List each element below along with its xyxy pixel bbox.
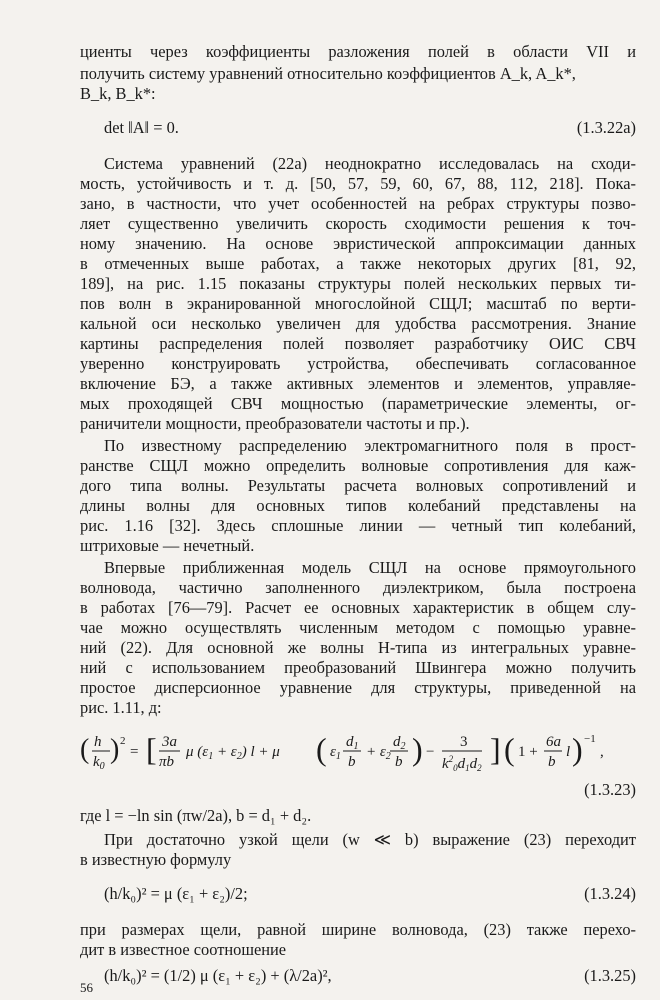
svg-text:b: b (548, 754, 556, 770)
text-line: мость, устойчивость и т. д. [50, 57, 59, 60, 67, 88, 112, 218]. Пока- (80, 174, 636, 193)
text-line: картины распределения полей позволяет разработчику ОИС СВЧ (80, 334, 636, 353)
text-line: По известному распределению электромагнитного поля в прост- (104, 436, 636, 455)
text-line: При достаточно узкой щели (w ≪ b) выражение (23) переходит (104, 830, 636, 849)
equation-23 (80, 728, 620, 776)
svg-text:2: 2 (120, 735, 126, 747)
text-line: Система уравнений (22а) неоднократно исследовалась на сходи- (104, 154, 636, 173)
equation-23-figure (80, 728, 620, 776)
svg-text:l: l (566, 744, 571, 760)
text-line: мых проходящей СВЧ мощностью (параметрические элементы, ог- (80, 394, 636, 413)
text-line: пов волн в экранированной многослойной СЩЛ; масштаб по верти- (80, 294, 636, 313)
text-line: при размерах щели, равной ширине волновода, (23) также перехо- (80, 920, 636, 939)
text-line: чае можно осуществлять численным методом с помощью уравне- (80, 618, 636, 637)
svg-text:,: , (600, 744, 604, 760)
svg-text:(: ( (316, 731, 327, 767)
svg-text:): ) (110, 734, 120, 765)
text-line: ранстве СЩЛ можно определить волновые сопротивления для каж- (80, 456, 636, 475)
text-line: раничители мощности, преобразователи частоты и пр.). (80, 414, 470, 433)
text-line: дит в известное соотношение (80, 940, 287, 959)
svg-text:k20d1d2: $k^2_0d_1d_2$ (442, 754, 482, 773)
svg-text:b: b (395, 754, 403, 770)
svg-text:μ (ε1 + ε2) l + μ: μ $(\varepsilon_1 + \varepsilon_2) l + \mu$ (186, 744, 280, 762)
svg-text:h: h (94, 734, 102, 750)
svg-text:d1: $d_1$ (346, 734, 359, 752)
svg-text:1 +: 1 + (518, 744, 538, 760)
svg-text:(: ( (504, 731, 515, 767)
text-line: в известную формулу (80, 850, 232, 869)
text-line: ний с использованием преобразований Швингера можно получить (80, 658, 636, 677)
svg-text:): ) (572, 731, 583, 767)
svg-text:=: = (130, 744, 139, 760)
text-line: рис. 1.11, д: (80, 698, 162, 717)
text-line: в работах [76—79]. Расчет ее основных характеристик в общем слу- (80, 598, 636, 617)
text-line: рис. 1.16 [32]. Здесь сплошные линии — четный тип колебаний, (80, 516, 636, 535)
text-line: циенты через коэффициенты разложения полей в области VII и (80, 42, 636, 61)
svg-text:(: ( (80, 734, 90, 765)
page-number: 56 (80, 980, 93, 995)
equation-number: (1.3.25) (584, 966, 636, 985)
text-line: 189], на рис. 1.15 показаны структуры полей нескольких первых ти- (80, 274, 636, 293)
text-line: Впервые приближенная модель СЩЛ на основе прямоугольного (104, 558, 636, 577)
svg-text:πb: πb (159, 754, 175, 770)
svg-text:−: − (426, 744, 435, 760)
text-line: B_k, B_k*: (80, 84, 156, 103)
equation-number: (1.3.23) (584, 780, 636, 799)
svg-text:−1: −1 (584, 733, 596, 745)
text-line: в отмеченных выше работах, а также некоторых других [81, 92, (80, 254, 636, 273)
text-line: волновода, частично заполненного диэлектриком, была построена (80, 578, 636, 597)
svg-text:+ ε2: + $\varepsilon_2$ (366, 744, 391, 762)
text-line: ний (22). Для основной же волны H-типа из интегральных уравне- (80, 638, 636, 657)
equation-24: (h/k₀)² = μ (ε₁ + ε₂)/2; (104, 884, 248, 903)
svg-text:ε1: $\varepsilon_1$ (330, 744, 341, 762)
text-line: включение БЭ, а также активных элементов и элементов, управляе- (80, 374, 636, 393)
text-line: уверенно конструировать устройства, обеспечивать согласованное (80, 354, 636, 373)
text-line: кальной оси несколько увеличен для удобства рассмотрения. Знание (80, 314, 636, 333)
svg-text:d2: $d_2$ (393, 734, 406, 752)
svg-text:k0: $k_0$ (93, 754, 105, 772)
svg-text:): ) (412, 731, 423, 767)
text-line: где l = −ln sin (πw/2a), b = d₁ + d₂. (80, 806, 312, 825)
svg-text:3: 3 (460, 734, 468, 750)
equation-25: (h/k₀)² = (1/2) μ (ε₁ + ε₂) + (λ/2a)², (104, 966, 332, 985)
svg-text:6a: 6a (546, 734, 561, 750)
svg-text:b: b (348, 754, 356, 770)
equation-number: (1.3.22а) (576, 118, 636, 137)
equation-22a: det ‖A‖ = 0. (104, 118, 179, 137)
svg-text:[: [ (146, 731, 157, 767)
text-line: простое дисперсионное уравнение для структуры, приведенной на (80, 678, 636, 697)
text-line: ляет существенно увеличить скорость сходимости решения к точ- (80, 214, 636, 233)
text-line: зано, в частности, что учет особенностей на ребрах структуры позво- (80, 194, 636, 213)
svg-text:]: ] (490, 731, 501, 767)
svg-text:3a: 3a (162, 734, 177, 750)
text-line: длины волны для основных типов колебаний представлены на (80, 496, 636, 515)
text-line: дого типа волны. Результаты расчета волновых сопротивлений и (80, 476, 636, 495)
text-line: ному значению. На основе эвристической аппроксимации данных (80, 234, 636, 253)
text-line: получить систему уравнений относительно коэффициентов A_k, A_k*, (80, 64, 576, 83)
equation-number: (1.3.24) (584, 884, 636, 903)
text-line: штриховые — нечетный. (80, 536, 255, 555)
